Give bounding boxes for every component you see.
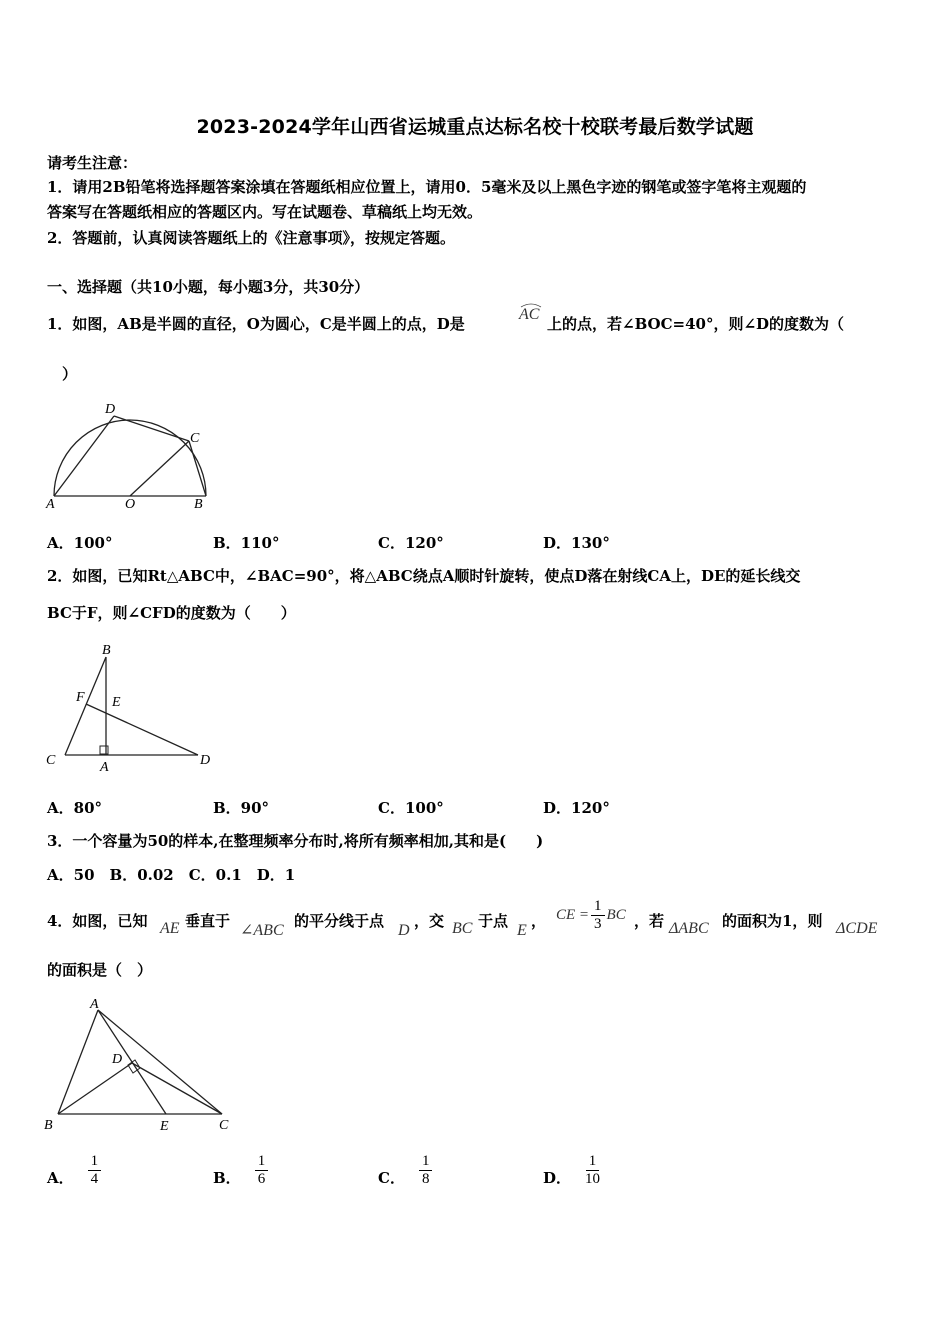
- q1-text-c: ）: [62, 365, 78, 383]
- q3-text: 3．一个容量为50的样本,在整理频率分布时,将所有频率相加,其和是( ): [47, 832, 544, 850]
- q4-text-3: 的平分线于点: [294, 912, 385, 930]
- q4-option-b-den: 6: [257, 1171, 266, 1187]
- q4-segment-bd: [58, 1063, 132, 1114]
- q2-option-c[interactable]: C．100°: [378, 799, 444, 817]
- q4-text-8: 的面积为1，则: [722, 912, 823, 930]
- q1-semicircle: [54, 420, 206, 496]
- q4-math-triangle-cde: ΔCDE: [836, 920, 878, 937]
- q2-option-a[interactable]: A．80°: [47, 799, 103, 817]
- q1-label-o: O: [125, 497, 136, 510]
- q4-text-7: ，若: [634, 912, 665, 930]
- q2-label-f: F: [76, 690, 85, 705]
- q4-text-4: ，交: [414, 912, 445, 930]
- q4-label-b: B: [44, 1118, 53, 1133]
- q4-math-ae: AE: [160, 920, 180, 937]
- q2-option-b[interactable]: B．90°: [213, 799, 270, 817]
- q4-ce-right: BC: [606, 907, 626, 923]
- q2-right-angle-mark: [100, 746, 108, 754]
- q1-label-a: A: [46, 497, 55, 510]
- q1-option-c[interactable]: C．120°: [378, 534, 444, 552]
- q4-option-a-num: 1: [88, 1153, 102, 1171]
- q4-option-a-fraction: [88, 1153, 102, 1188]
- q4-ce-left: CE =: [556, 907, 590, 923]
- q1-option-d[interactable]: D．130°: [543, 534, 610, 552]
- q4-segment-ab: [58, 1010, 98, 1114]
- q1-option-b[interactable]: B．110°: [213, 534, 280, 552]
- page-title: 2023-2024学年山西省运城重点达标名校十校联考最后数学试题: [196, 116, 754, 138]
- q2-line-1: 2．如图，已知Rt△ABC中，∠BAC=90°，将△ABC绕点A顺时针旋转，使点D落在射线CA上，DE的延长线交: [47, 567, 801, 585]
- q4-ce-formula: [556, 898, 626, 933]
- q2-figure: [40, 640, 220, 779]
- q4-option-b-fraction: [255, 1153, 269, 1188]
- q1-segment-cb: [189, 441, 206, 496]
- q1-figure: [42, 398, 214, 514]
- q2-label-a: A: [100, 760, 109, 775]
- q4-text-1: 4．如图，已知: [47, 912, 148, 930]
- q4-math-bc: BC: [452, 920, 473, 937]
- q1-segment-ad: [54, 416, 114, 496]
- q2-line-2: BC于F，则∠CFD的度数为（ ）: [47, 604, 296, 622]
- q4-option-c[interactable]: [378, 1153, 432, 1188]
- q1-segment-oc: [130, 441, 189, 496]
- q4-text-6: ，: [531, 912, 547, 930]
- q4-option-d-letter: D．: [543, 1169, 572, 1187]
- q3-options[interactable]: A．50 B．0.02 C．0.1 D．1: [47, 866, 296, 884]
- q4-option-d-num: 1: [586, 1153, 600, 1171]
- q2-segment-bc: [65, 657, 106, 755]
- q4-text-5: 于点: [478, 912, 509, 930]
- notice-line-2: 答案写在答题纸相应的答题区内。写在试题卷、草稿纸上均无效。: [47, 203, 483, 221]
- q1-arc-ac: [517, 300, 545, 326]
- q4-option-a-den: 4: [90, 1171, 99, 1187]
- q4-text-2: 垂直于: [185, 912, 231, 930]
- q4-label-d: D: [112, 1052, 123, 1067]
- q4-math-triangle-abc: ΔABC: [669, 920, 709, 937]
- q1-label-b: B: [194, 497, 203, 510]
- q4-label-c: C: [219, 1118, 229, 1133]
- q1-option-a[interactable]: A．100°: [47, 534, 113, 552]
- q4-option-d-fraction: [585, 1153, 600, 1188]
- q1-text-b: 上的点，若∠BOC=40°，则∠D的度数为（: [547, 315, 845, 333]
- q1-label-c: C: [190, 431, 200, 446]
- q4-ce-num: 1: [591, 898, 605, 916]
- q4-label-e: E: [160, 1119, 169, 1134]
- q4-math-e: E: [517, 922, 527, 939]
- notice-line-1: 1．请用2B铅笔将选择题答案涂填在答题纸相应位置上，请用0．5毫米及以上黑色字迹的钢笔或签字笔将主观题的: [47, 178, 807, 196]
- section-heading: 一、选择题（共10小题，每小题3分，共30分）: [47, 278, 370, 296]
- q1-arc-label: AC: [519, 306, 540, 323]
- q4-figure: [40, 995, 240, 1139]
- q4-option-b-num: 1: [255, 1153, 269, 1171]
- q4-option-c-den: 8: [421, 1171, 430, 1187]
- q4-option-b[interactable]: [213, 1153, 268, 1188]
- q4-math-d: D: [398, 922, 410, 939]
- notice-heading: 请考生注意：: [47, 154, 138, 172]
- q4-label-a: A: [90, 997, 99, 1012]
- q4-option-a[interactable]: [47, 1153, 101, 1188]
- notice-line-3: 2．答题前，认真阅读答题纸上的《注意事项》，按规定答题。: [47, 229, 455, 247]
- q4-segment-dc: [132, 1063, 222, 1114]
- q4-line-2: 的面积是（ ）: [47, 961, 153, 979]
- q1-label-d: D: [105, 402, 116, 417]
- q4-option-d-den: 10: [585, 1171, 601, 1187]
- q1-segment-dc: [114, 416, 189, 441]
- q2-segment-df: [86, 704, 198, 755]
- q4-option-c-num: 1: [419, 1153, 433, 1171]
- q4-ce-fraction: [591, 898, 605, 933]
- q2-label-d: D: [200, 753, 211, 768]
- q4-math-angle-abc: ∠ABC: [240, 922, 284, 939]
- q4-option-d[interactable]: [543, 1153, 600, 1188]
- q2-label-c: C: [46, 753, 56, 768]
- q4-option-c-fraction: [419, 1153, 433, 1188]
- q2-label-e: E: [112, 695, 121, 710]
- q4-option-b-letter: B．: [213, 1169, 241, 1187]
- q2-option-d[interactable]: D．120°: [543, 799, 610, 817]
- q4-ce-den: 3: [594, 916, 602, 932]
- q4-option-c-letter: C．: [378, 1169, 405, 1187]
- q4-option-a-letter: A．: [47, 1169, 74, 1187]
- q1-text-a: 1．如图，AB是半圆的直径，O为圆心，C是半圆上的点，D是: [47, 315, 465, 333]
- q2-label-b: B: [102, 643, 111, 658]
